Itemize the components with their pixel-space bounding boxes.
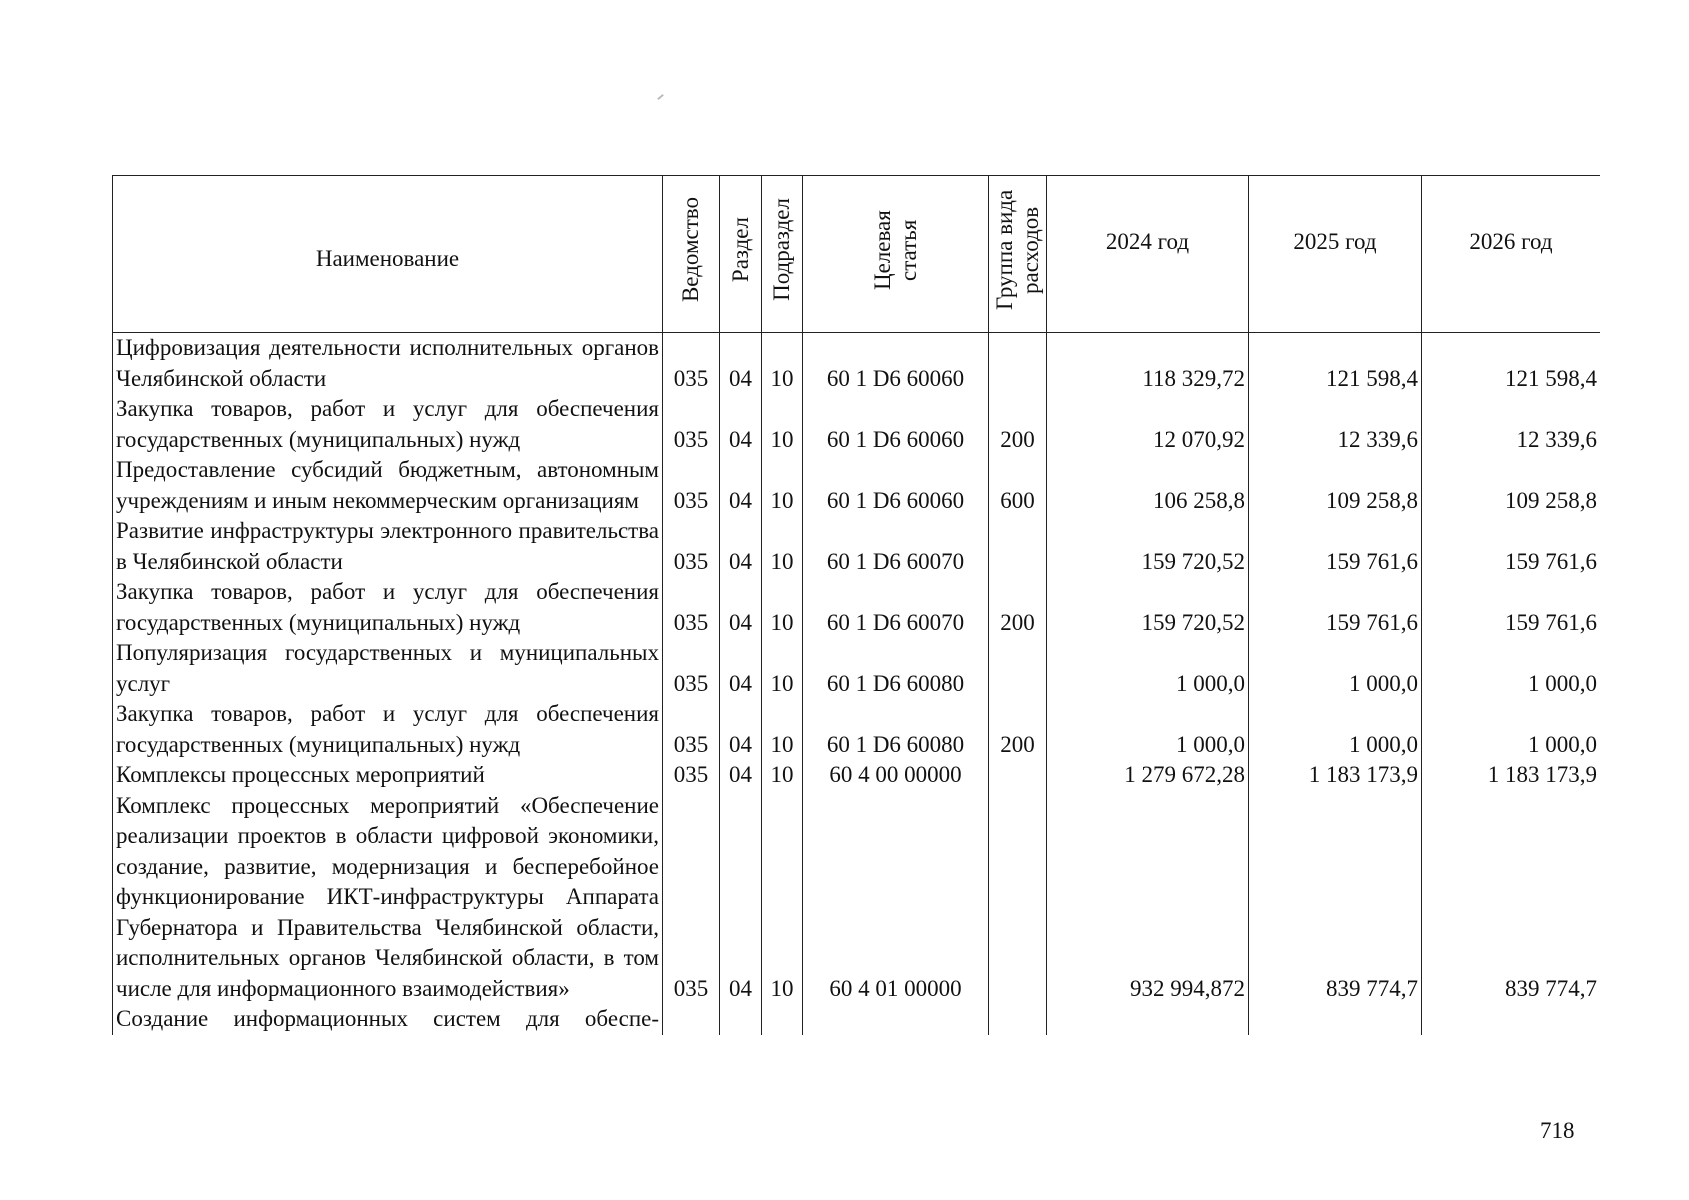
header-celevaya-statya-label: Целевая статья bbox=[869, 209, 921, 290]
row-vedomstvo: 035 bbox=[663, 455, 720, 516]
row-name: Закупка товаров, работ и услуг для обеспечения государственных (муниципальных) нужд bbox=[113, 394, 663, 455]
row-celevaya-statya bbox=[803, 1004, 989, 1035]
row-2024: 12 070,92 bbox=[1047, 394, 1249, 455]
row-razdel: 04 bbox=[720, 333, 762, 395]
row-gruppa-vida-rashodov bbox=[989, 333, 1047, 395]
row-2025: 109 258,8 bbox=[1249, 455, 1422, 516]
row-podrazdel: 10 bbox=[762, 791, 803, 1005]
row-podrazdel: 10 bbox=[762, 455, 803, 516]
row-vedomstvo: 035 bbox=[663, 333, 720, 395]
row-vedomstvo: 035 bbox=[663, 577, 720, 638]
row-celevaya-statya: 60 1 D6 60060 bbox=[803, 333, 989, 395]
row-podrazdel: 10 bbox=[762, 516, 803, 577]
row-vedomstvo: 035 bbox=[663, 638, 720, 699]
row-2026: 1 183 173,9 bbox=[1422, 760, 1601, 791]
row-2025: 159 761,6 bbox=[1249, 516, 1422, 577]
row-2026: 159 761,6 bbox=[1422, 577, 1601, 638]
row-2024: 106 258,8 bbox=[1047, 455, 1249, 516]
row-name: Закупка товаров, работ и услуг для обеспечения государственных (муниципальных) нужд bbox=[113, 577, 663, 638]
row-name: Закупка товаров, работ и услуг для обеспечения государственных (муниципальных) нужд bbox=[113, 699, 663, 760]
header-2024-label: 2024 год bbox=[1105, 228, 1190, 254]
row-2024: 1 279 672,28 bbox=[1047, 760, 1249, 791]
header-gruppa-vida-rashodov bbox=[989, 176, 1047, 333]
row-2026 bbox=[1422, 1004, 1601, 1035]
header-2024 bbox=[1047, 176, 1249, 333]
table-row bbox=[113, 394, 1601, 455]
row-razdel: 04 bbox=[720, 760, 762, 791]
table-row bbox=[113, 333, 1601, 395]
row-name: Предоставление субсидий бюджетным, автономным учреждениям и иным некоммерческим организациям bbox=[113, 455, 663, 516]
row-2025: 121 598,4 bbox=[1249, 333, 1422, 395]
header-razdel-label: Раздел bbox=[727, 217, 753, 283]
header-vedomstvo-label: Ведомство bbox=[678, 197, 703, 303]
row-celevaya-statya: 60 1 D6 60060 bbox=[803, 394, 989, 455]
row-2026: 109 258,8 bbox=[1422, 455, 1601, 516]
row-name: Создание информационных систем для обеспе- bbox=[113, 1004, 663, 1035]
table-row bbox=[113, 760, 1601, 791]
row-vedomstvo: 035 bbox=[663, 516, 720, 577]
row-celevaya-statya: 60 1 D6 60060 bbox=[803, 455, 989, 516]
row-2026: 839 774,7 bbox=[1422, 791, 1601, 1005]
row-gruppa-vida-rashodov: 200 bbox=[989, 699, 1047, 760]
row-podrazdel: 10 bbox=[762, 760, 803, 791]
row-name: Комплексы процессных мероприятий bbox=[113, 760, 663, 791]
row-2024: 932 994,872 bbox=[1047, 791, 1249, 1005]
row-gruppa-vida-rashodov bbox=[989, 638, 1047, 699]
table-row bbox=[113, 699, 1601, 760]
row-2025: 1 183 173,9 bbox=[1249, 760, 1422, 791]
row-razdel bbox=[720, 1004, 762, 1035]
table-row bbox=[113, 455, 1601, 516]
row-name: Комплекс процессных мероприятий «Обеспечение реализации проектов в области цифровой экономики, создание, развитие, модернизация и бесперебойное функционирование ИКТ-инфраструктуры Аппарата Губернатора и Правительства Челябинской области, исполнительных органов Челябинской области, в том числе для информационного взаимодействия» bbox=[113, 791, 663, 1005]
row-vedomstvo: 035 bbox=[663, 760, 720, 791]
row-vedomstvo bbox=[663, 1004, 720, 1035]
row-razdel: 04 bbox=[720, 791, 762, 1005]
row-celevaya-statya: 60 1 D6 60070 bbox=[803, 516, 989, 577]
row-2026: 1 000,0 bbox=[1422, 699, 1601, 760]
row-vedomstvo: 035 bbox=[663, 791, 720, 1005]
row-razdel: 04 bbox=[720, 516, 762, 577]
table-row bbox=[113, 638, 1601, 699]
row-razdel: 04 bbox=[720, 638, 762, 699]
row-2024: 159 720,52 bbox=[1047, 516, 1249, 577]
row-name: Цифровизация деятельности исполнительных органов Челябинской области bbox=[113, 333, 663, 395]
row-celevaya-statya: 60 4 00 00000 bbox=[803, 760, 989, 791]
row-2024: 1 000,0 bbox=[1047, 638, 1249, 699]
header-celevaya-statya bbox=[803, 176, 989, 333]
row-2025: 1 000,0 bbox=[1249, 699, 1422, 760]
budget-table-container bbox=[112, 175, 1600, 1099]
row-2024 bbox=[1047, 1004, 1249, 1035]
row-2025: 839 774,7 bbox=[1249, 791, 1422, 1005]
header-razdel bbox=[720, 176, 762, 333]
row-2026: 12 339,6 bbox=[1422, 394, 1601, 455]
row-gruppa-vida-rashodov: 200 bbox=[989, 577, 1047, 638]
header-name-label: Наименование bbox=[315, 245, 460, 271]
row-2026: 1 000,0 bbox=[1422, 638, 1601, 699]
row-celevaya-statya: 60 1 D6 60070 bbox=[803, 577, 989, 638]
row-razdel: 04 bbox=[720, 394, 762, 455]
row-2025: 159 761,6 bbox=[1249, 577, 1422, 638]
table-row bbox=[113, 577, 1601, 638]
row-gruppa-vida-rashodov: 200 bbox=[989, 394, 1047, 455]
row-vedomstvo: 035 bbox=[663, 394, 720, 455]
row-2024: 159 720,52 bbox=[1047, 577, 1249, 638]
row-razdel: 04 bbox=[720, 699, 762, 760]
row-gruppa-vida-rashodov: 600 bbox=[989, 455, 1047, 516]
row-gruppa-vida-rashodov bbox=[989, 516, 1047, 577]
header-gruppa-label: Группа вида расходов bbox=[991, 189, 1043, 310]
header-2025-label: 2025 год bbox=[1293, 228, 1377, 254]
row-2024: 118 329,72 bbox=[1047, 333, 1249, 395]
row-razdel: 04 bbox=[720, 455, 762, 516]
header-2026 bbox=[1422, 176, 1601, 333]
row-podrazdel: 10 bbox=[762, 333, 803, 395]
header-2025 bbox=[1249, 176, 1422, 333]
table-row bbox=[113, 1004, 1601, 1035]
row-podrazdel: 10 bbox=[762, 638, 803, 699]
row-name: Популяризация государственных и муниципальных услуг bbox=[113, 638, 663, 699]
header-podrazdel-label: Подраздел bbox=[769, 198, 794, 302]
row-gruppa-vida-rashodov bbox=[989, 1004, 1047, 1035]
header-2026-label: 2026 год bbox=[1469, 228, 1553, 254]
row-celevaya-statya: 60 1 D6 60080 bbox=[803, 699, 989, 760]
row-razdel: 04 bbox=[720, 577, 762, 638]
row-podrazdel: 10 bbox=[762, 577, 803, 638]
page-number: 718 bbox=[1540, 1118, 1575, 1143]
header-row bbox=[113, 176, 1601, 333]
header-name bbox=[113, 176, 663, 333]
row-celevaya-statya: 60 4 01 00000 bbox=[803, 791, 989, 1005]
row-name: Развитие инфраструктуры электронного правительства в Челябинской области bbox=[113, 516, 663, 577]
row-podrazdel: 10 bbox=[762, 699, 803, 760]
row-celevaya-statya: 60 1 D6 60080 bbox=[803, 638, 989, 699]
row-podrazdel: 10 bbox=[762, 394, 803, 455]
row-2026: 159 761,6 bbox=[1422, 516, 1601, 577]
row-podrazdel bbox=[762, 1004, 803, 1035]
row-gruppa-vida-rashodov bbox=[989, 791, 1047, 1005]
header-podrazdel bbox=[762, 176, 803, 333]
table-row bbox=[113, 791, 1601, 1005]
row-vedomstvo: 035 bbox=[663, 699, 720, 760]
table-row bbox=[113, 516, 1601, 577]
row-2026: 121 598,4 bbox=[1422, 333, 1601, 395]
row-gruppa-vida-rashodov bbox=[989, 760, 1047, 791]
scan-speck bbox=[657, 94, 664, 100]
row-2025: 1 000,0 bbox=[1249, 638, 1422, 699]
row-2025 bbox=[1249, 1004, 1422, 1035]
row-2024: 1 000,0 bbox=[1047, 699, 1249, 760]
header-vedomstvo bbox=[663, 176, 720, 333]
budget-table bbox=[112, 175, 1600, 1035]
row-2025: 12 339,6 bbox=[1249, 394, 1422, 455]
